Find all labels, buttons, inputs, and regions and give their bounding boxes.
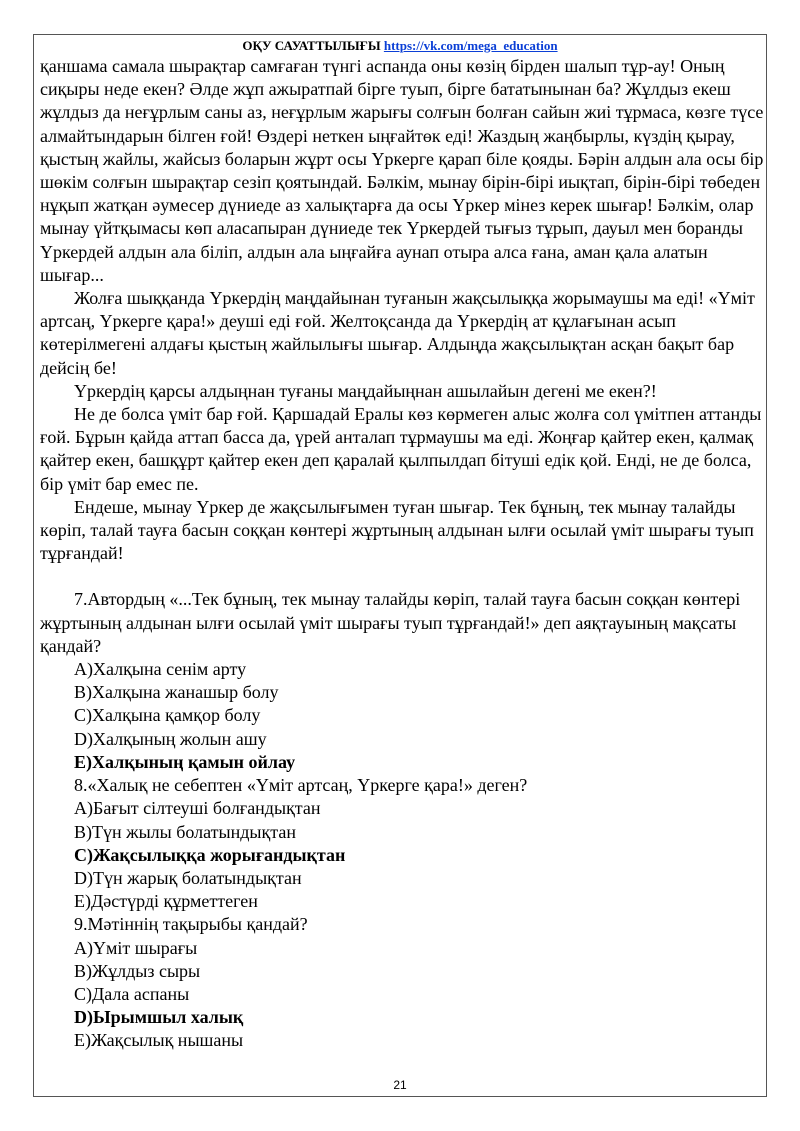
question-8: 8.«Халық не себептен «Үміт артсаң, Үркерге қара!» деген?: [74, 775, 528, 796]
correct-answer-option: D)Ырымшыл халық: [74, 1007, 244, 1028]
page-header: [0, 38, 800, 54]
answer-option: В)Түн жылы болатындықтан: [74, 821, 296, 842]
answer-option: Е)Жақсылық нышаны: [74, 1030, 244, 1051]
answer-option: В)Халқына жанашыр болу: [74, 682, 279, 703]
answer-option: С)Дала аспаны: [74, 983, 190, 1004]
header-title: ОҚУ САУАТТЫЛЫҒЫ: [242, 38, 381, 53]
correct-answer-option: С)Жақсылыққа жорығандықтан: [74, 844, 346, 865]
paragraph: Жолға шыққанда Үркердің маңдайынан туғанын жақсылыққа жорымаушы ма еді! «Үміт артсаң, Үркерге қара!» деуші еді ғой. Желтоқсанда да Үркердің ат құлағынан асып көтерілмегені алдағы қыстың жайлылығы шығар. Алдыңда жақсылықтан асқан бақыт бар дейсің бе!: [40, 288, 755, 378]
answer-option: D)Түн жарық болатындықтан: [74, 867, 302, 888]
answer-option: А)Халқына сенім арту: [74, 659, 247, 680]
correct-answer-option: Е)Халқының қамын ойлау: [74, 751, 296, 772]
spacer: [40, 565, 764, 588]
answer-option: D)Халқының жолын ашу: [74, 728, 267, 749]
answer-option: С)Халқына қамқор болу: [74, 705, 261, 726]
page-number: 21: [393, 1078, 407, 1092]
document-body: [40, 55, 764, 1053]
question-9: 9.Мәтіннің тақырыбы қандай?: [74, 914, 308, 935]
paragraph: Үркердің қарсы алдыңнан туғаны маңдайыңнан ашылайын дегені ме екен?!: [74, 380, 657, 401]
answer-option: В)Жұлдыз сыры: [74, 960, 201, 981]
paragraph: қаншама самала шырақтар самғаған түнгі аспанда оны көзің бірден шалып тұр-ау! Оның сиқыры неде екен? Әлде жұп ажыратпай бірге туып, бірге бататынынан ба? Жұлдыз екеш жұлдыз да неғұрлым саны аз, неғұрлым жарығы солғын болған сайын жиі тұрмаса, көзге түсе алмайтындарын білген ғой! Өздері неткен ыңғайтөк еді! Жаздың жаңбырлы, күздің қырау, қыстың жайлы, жайсыз боларын жұрт осы Үркерге қарап біле қояды. Бәрін алдын ала осы бір шөкім солғын шырақтар сезіп қоятындай. Бәлкім, мынау бірін-бірі иықтап, бірін-бірі төбеден нұқып жатқан әумесер дүниеде аз халықтарға да осы Үркер мінез керек шығар! Бәлкім, олар мынау үйтқымасы көп аласапыран дүниеде тек Үркердей тығыз тұрып, дауыл мен боранды Үркердей алдын ала біліп, алдын ала ыңғайға аунап отыра алса ғана, аман қала алатын шығар...: [40, 56, 764, 285]
paragraph: Не де болса үміт бар ғой. Қаршадай Ералы көз көрмеген алыс жолға сол үмітпен аттанды ғой. Бұрын қайда аттап басса да, үрей анталап тұрмаушы ма еді. Жоңғар қайтер екен, қалмақ қайтер екен, башқұрт қайтер екен деп қаралай қылпылдап бітуші едік қой. Енді, не де болса, бір үміт бар емес пе.: [40, 404, 762, 494]
header-link[interactable]: https://vk.com/mega_education: [383, 38, 558, 53]
question-7: 7.Автордың «...Тек бұның, тек мынау талайды көріп, талай тауға басын соққан көнтері жұртының алдынан ылғи осылай үміт шырағы туып тұрғандай!» деп аяқтауының мақсаты қандай?: [40, 589, 741, 656]
answer-option: А)Бағыт сілтеуші болғандықтан: [74, 798, 321, 819]
paragraph: Ендеше, мынау Үркер де жақсылығымен туған шығар. Тек бұның, тек мынау талайды көріп, талай тауға басын соққан көнтері жұртының алдынан ылғи осылай үміт шырағы туып тұрғандай!: [40, 496, 754, 564]
answer-option: Е)Дәстүрді құрметтеген: [74, 891, 258, 912]
answer-option: А)Үміт шырағы: [74, 937, 198, 958]
